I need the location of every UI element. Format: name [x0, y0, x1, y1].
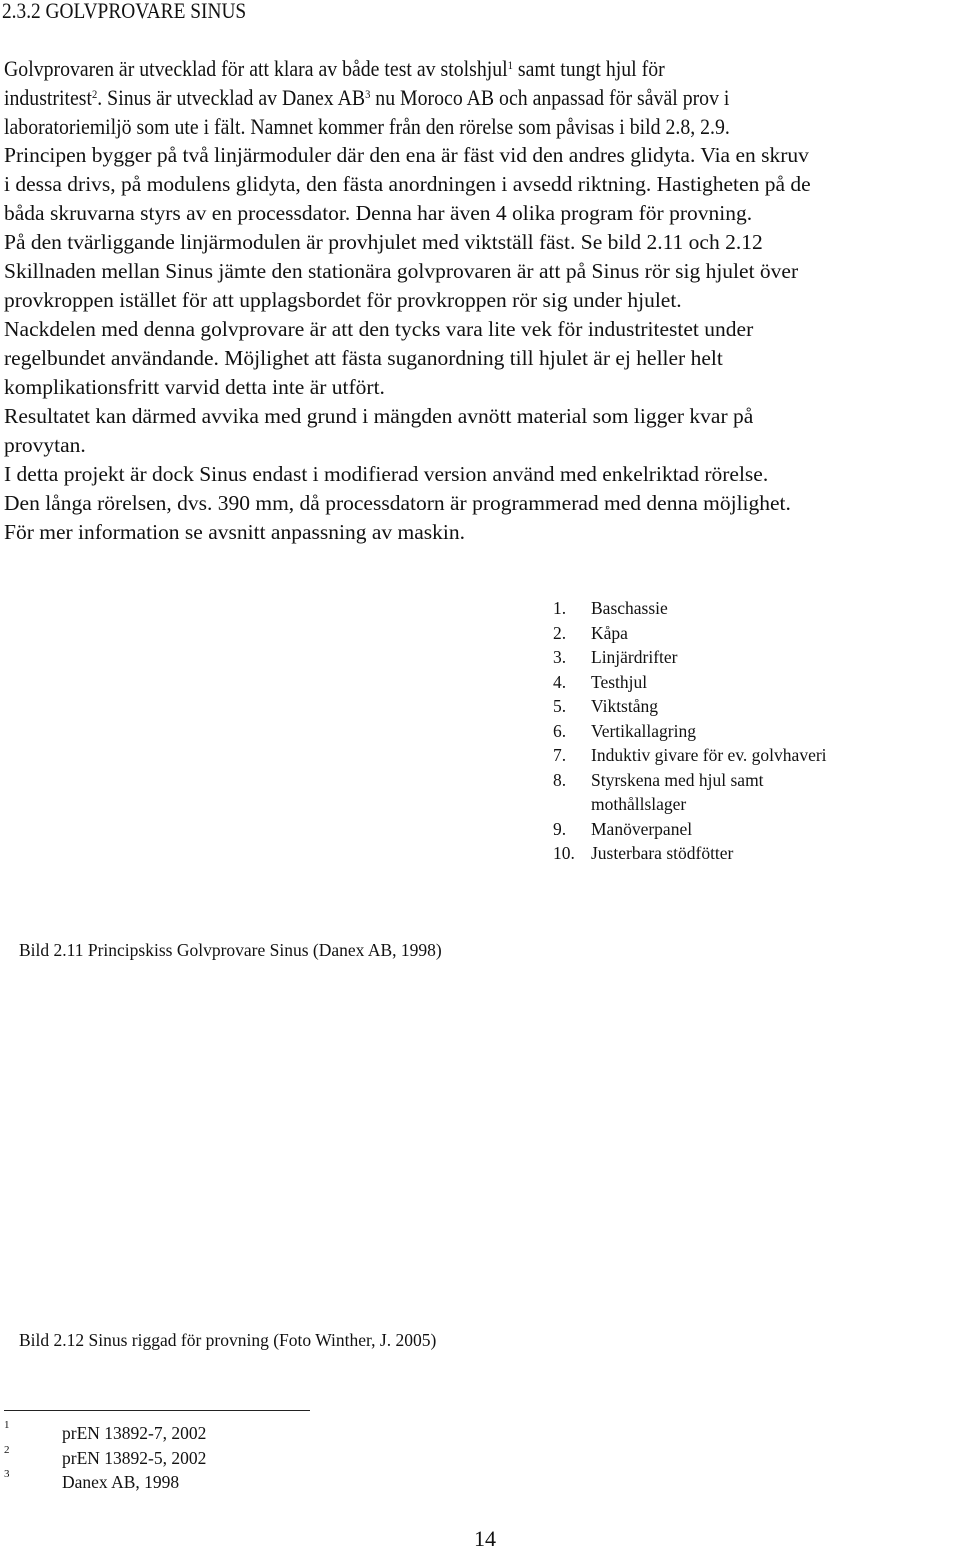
body-line: i dessa drivs, på modulens glidyta, den fästa anordningen i avsedd riktning. Hastigheten på de: [4, 172, 811, 196]
footnote-text: prEN 13892-5, 2002: [62, 1448, 207, 1468]
body-line: Principen bygger på två linjärmoduler där den ena är fäst vid den andres glidyta. Via en skruv: [4, 143, 809, 167]
body-line: [4, 54, 665, 83]
body-line: [4, 83, 729, 112]
footnote: [4, 1419, 207, 1444]
list-item: [553, 841, 827, 866]
list-item: [553, 743, 827, 768]
text: industritest: [4, 85, 92, 110]
list-item: [553, 719, 827, 744]
footnote-ref: 1: [507, 58, 513, 72]
list-item: [553, 621, 827, 646]
item-text: Viktstång: [591, 696, 659, 716]
body-line: provytan.: [4, 433, 86, 457]
item-number: 3.: [553, 647, 567, 667]
footnote-mark: 1: [4, 1419, 10, 1431]
footnote-mark: 3: [4, 1468, 10, 1480]
body-line: komplikationsfritt varvid detta inte är utfört.: [4, 375, 385, 399]
page-number: 14: [474, 1526, 496, 1551]
body-line: Nackdelen med denna golvprovare är att den tycks vara lite vek för industritestet under: [4, 317, 754, 341]
footnote-ref: 3: [365, 87, 371, 101]
footnote-text: Danex AB, 1998: [62, 1472, 180, 1492]
body-line: regelbundet användande. Möjlighet att fästa suganordning till hjulet är ej heller helt: [4, 346, 723, 370]
item-text: Styrskena med hjul samt: [591, 769, 764, 790]
body-line: laboratoriemiljö som ute i fält. Namnet kommer från den rörelse som påvisas i bild 2.8, 2.9.: [4, 114, 730, 139]
text: nu Moroco AB och anpassad för såväl prov i: [370, 85, 730, 110]
footnote-divider: [4, 1410, 310, 1411]
body-line: På den tvärliggande linjärmodulen är provhjulet med viktställ fäst. Se bild 2.11 och 2.12: [4, 230, 763, 254]
item-text: Manöverpanel: [591, 818, 693, 839]
figure-caption-2-11: Bild 2.11 Principskiss Golvprovare Sinus (Danex AB, 1998): [19, 940, 442, 960]
item-text: Linjärdrifter: [591, 647, 678, 667]
item-number: 6.: [553, 720, 567, 741]
body-line: Den långa rörelsen, dvs. 390 mm, då processdatorn är programmerad med denna möjlighet.: [4, 491, 791, 515]
item-text: Vertikallagring: [591, 720, 696, 741]
list-item: [553, 670, 827, 695]
item-number: 7.: [553, 745, 567, 765]
footnote: [4, 1444, 207, 1469]
body-line: Resultatet kan därmed avvika med grund i mängden avnött material som ligger kvar på: [4, 404, 754, 428]
item-number: 8.: [553, 769, 567, 790]
body-line: Skillnaden mellan Sinus jämte den stationära golvprovaren är att på Sinus rör sig hjulet över: [4, 259, 799, 283]
item-text: Justerbara stödfötter: [591, 843, 734, 863]
body-line: I detta projekt är dock Sinus endast i modifierad version använd med enkelriktad rörelse.: [4, 462, 769, 486]
footnote: [4, 1468, 180, 1493]
item-text: Induktiv givare för ev. golvhaveri: [591, 745, 827, 765]
section-heading: 2.3.2 GOLVPROVARE SINUS: [2, 0, 247, 23]
item-number: 4.: [553, 671, 567, 692]
item-number: 1.: [553, 598, 567, 618]
footnote-mark: 2: [4, 1444, 10, 1456]
list-item: [553, 645, 827, 670]
text: Golvprovaren är utvecklad för att klara av både test av stolshjul: [4, 56, 508, 81]
text: . Sinus är utvecklad av Danex AB: [97, 85, 366, 110]
item-text: Testhjul: [591, 671, 648, 692]
item-number: 2.: [553, 622, 567, 643]
item-text: Baschassie: [591, 598, 668, 618]
item-number: 5.: [553, 696, 567, 716]
footnote-text: prEN 13892-7, 2002: [62, 1423, 207, 1443]
list-item: [553, 596, 827, 621]
body-line: För mer information se avsnitt anpassning av maskin.: [4, 520, 465, 544]
text: samt tungt hjul för: [512, 56, 665, 81]
list-item: [553, 817, 827, 842]
parts-list: [553, 596, 827, 866]
body-line: provkroppen istället för att upplagsbordet för provkroppen rör sig under hjulet.: [4, 288, 682, 312]
item-number: 10.: [553, 843, 575, 863]
item-number: 9.: [553, 818, 567, 839]
footnote-ref: 2: [92, 87, 98, 101]
list-item: [553, 694, 827, 719]
list-item: [553, 768, 827, 817]
item-text: Kåpa: [591, 622, 628, 643]
body-line: båda skruvarna styrs av en processdator. Denna har även 4 olika program för provning.: [4, 201, 753, 225]
item-text: mothållslager: [591, 794, 687, 814]
figure-caption-2-12: Bild 2.12 Sinus riggad för provning (Foto Winther, J. 2005): [19, 1330, 437, 1350]
